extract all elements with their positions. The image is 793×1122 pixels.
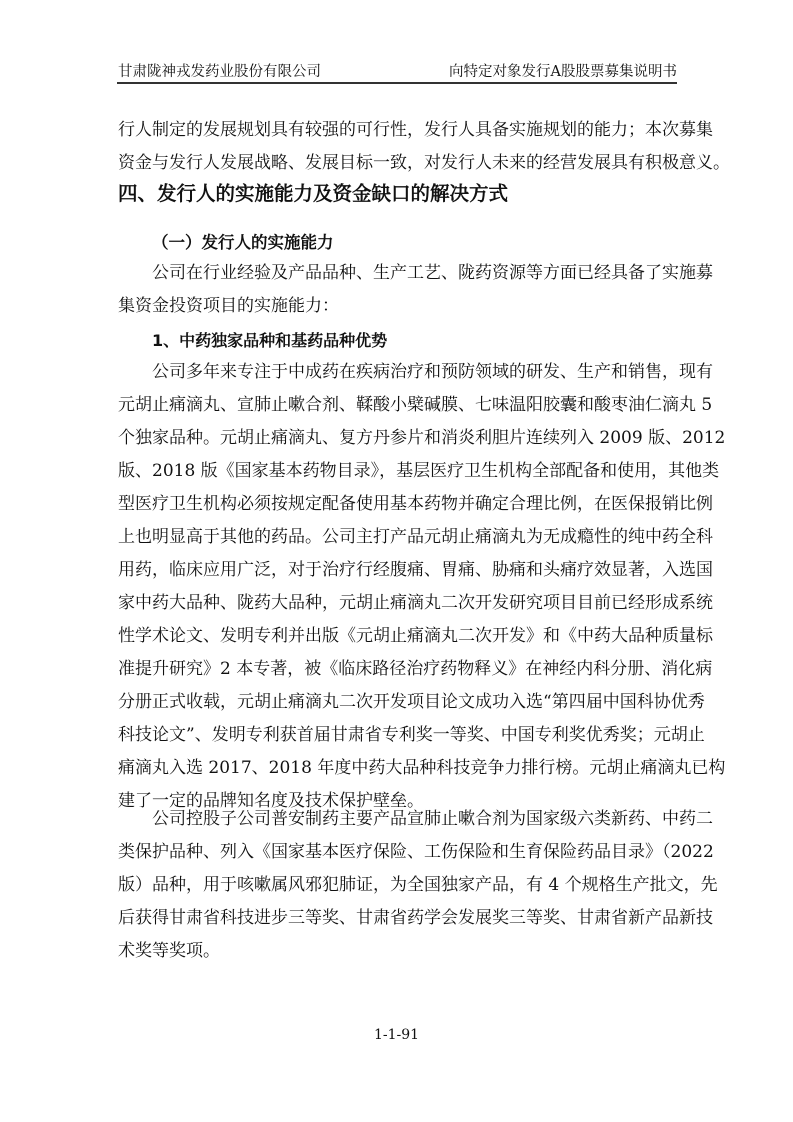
section-title: 四、发行人的实施能力及资金缺口的解决方式 — [118, 182, 509, 205]
paragraph-1-line: 家中药大品种、陇药大品种，元胡止痛滴丸二次开发研究项目目前已经形成系统 — [118, 593, 713, 613]
paragraph-2-line: 后获得甘肃省科技进步三等奖、甘肃省药学会发展奖三等奖、甘肃省新产品新技 — [118, 908, 713, 928]
paragraph-1-line: 性学术论文、发明专利并出版《元胡止痛滴丸二次开发》和《中药大品种质量标 — [118, 626, 713, 646]
page-header — [117, 58, 677, 84]
intro-paragraph-line: 资金与发行人发展战略、发展目标一致，对发行人未来的经营发展具有积极意义。 — [118, 153, 730, 173]
paragraph-1-line: 版、2018 版《国家基本药物目录》，基层医疗卫生机构全部配备和使用，其他类 — [118, 461, 720, 481]
paragraph-1-line: 元胡止痛滴丸、宣肺止嗽合剂、鞣酸小檗碱膜、七味温阳胶囊和酸枣油仁滴丸 5 — [118, 395, 713, 415]
paragraph-1-line: 痛滴丸入选 2017、2018 年度中药大品种科技竞争力排行榜。元胡止痛滴丸已构 — [118, 758, 726, 778]
paragraph-1-line: 科技论文”、发明专利获首届甘肃省专利奖一等奖、中国专利奖优秀奖；元胡止 — [118, 725, 705, 745]
paragraph-1-line: 用药，临床应用广泛，对于治疗行经腹痛、胃痛、胁痛和头痛疗效显著，入选国 — [118, 560, 713, 580]
sub-intro-paragraph-line: 公司在行业经验及产品品种、生产工艺、陇药资源等方面已经具备了实施募 — [152, 263, 713, 283]
paragraph-1-line: 型医疗卫生机构必须按规定配备使用基本药物并确定合理比例，在医保报销比例 — [118, 494, 713, 514]
paragraph-1-line: 准提升研究》2 本专著，被《临床路径治疗药物释义》在神经内科分册、消化病 — [118, 659, 713, 679]
header-document-title: 向特定对象发行A股股票募集说明书 — [449, 64, 677, 80]
paragraph-2-line: 术奖等奖项。 — [118, 941, 220, 961]
item-title: 1、中药独家品种和基药品种优势 — [152, 331, 388, 350]
paragraph-2-line: 版）品种，用于咳嗽属风邪犯肺证，为全国独家产品，有 4 个规格生产批文，先 — [118, 875, 718, 895]
subsection-title: （一）发行人的实施能力 — [152, 233, 334, 252]
intro-paragraph-line: 行人制定的发展规划具有较强的可行性，发行人具备实施规划的能力；本次募集 — [118, 120, 713, 140]
paragraph-1-line: 分册正式收载，元胡止痛滴丸二次开发项目论文成功入选“第四届中国科协优秀 — [118, 692, 705, 712]
paragraph-2-line: 类保护品种、列入《国家基本医疗保险、工伤保险和生育保险药品目录》（2022 — [118, 842, 714, 862]
paragraph-1-line: 公司多年来专注于中成药在疾病治疗和预防领域的研发、生产和销售，现有 — [152, 362, 713, 382]
header-company: 甘肃陇神戎发药业股份有限公司 — [118, 64, 321, 80]
paragraph-1-line: 建了一定的品牌知名度及技术保护壁垒。 — [118, 791, 424, 811]
sub-intro-paragraph-line: 集资金投资项目的实施能力： — [118, 296, 339, 316]
paragraph-1-line: 上也明显高于其他的药品。公司主打产品元胡止痛滴丸为无成瘾性的纯中药全科 — [118, 527, 713, 547]
page-number: 1-1-91 — [373, 1027, 420, 1043]
paragraph-1-line: 个独家品种。元胡止痛滴丸、复方丹参片和消炎利胆片连续列入 2009 版、2012 — [118, 428, 726, 448]
paragraph-2-line: 公司控股子公司普安制药主要产品宣肺止嗽合剂为国家级六类新药、中药二 — [152, 809, 713, 829]
